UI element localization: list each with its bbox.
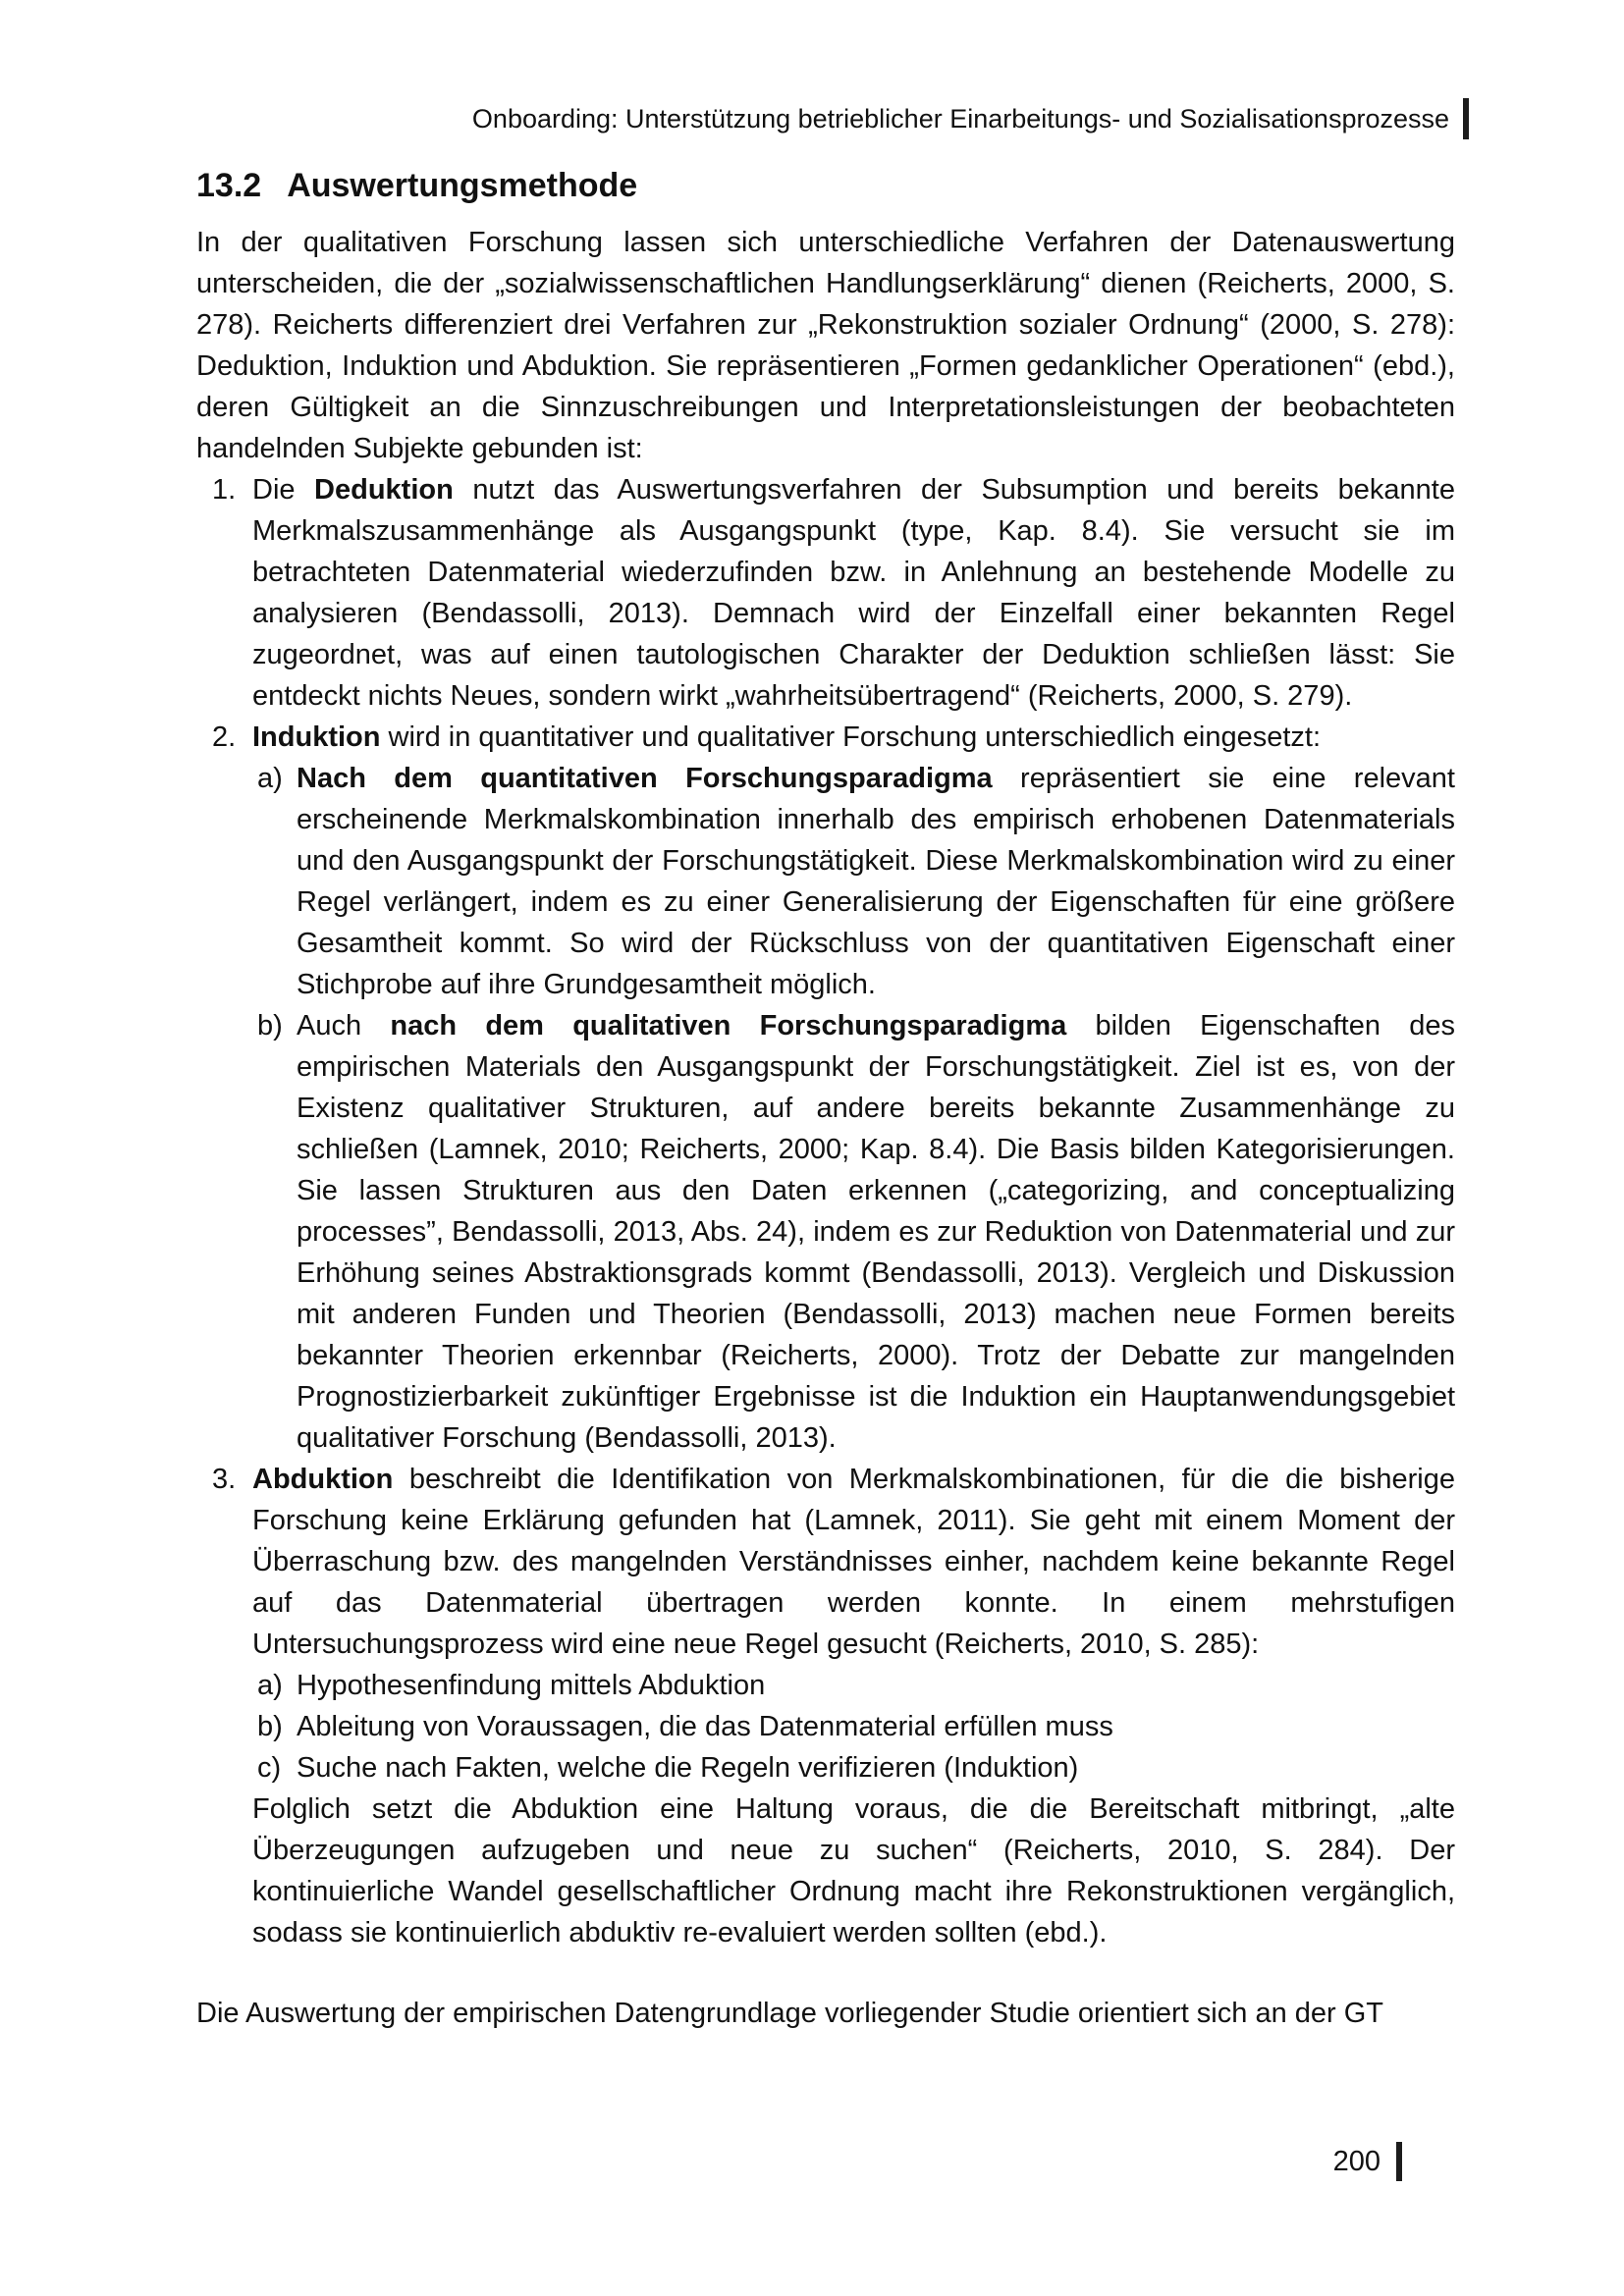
list-item-text: Hypothesenfindung mittels Abduktion [297, 1670, 766, 1701]
intro-paragraph: In der qualitativen Forschung lassen sich unterschiedliche Verfahren der Datenauswertung unterscheiden, die der „sozialwissenschaftlichen Handlungserklärung“ dienen (Reicherts, 2000, S. 278). Reicherts differenziert drei Verfahren zur „Rekonstruktion sozialer Ordnung“ (2000, S. 278): Deduktion, Induktion und Abduktion. Sie repräsentieren „Formen gedanklicher Operationen“ (ebd.), deren Gültigkeit an die Sinnzuschreibungen und Interpretationsleistungen der beobachteten handelnden Subjekte gebunden ist: [196, 227, 1455, 464]
text-run: wird in quantitativer und qualitativer Forschung unterschiedlich eingesetzt: [380, 721, 1322, 753]
list-item-text [252, 469, 1455, 717]
bold-term-qualitativ: nach dem qualitativen Forschungsparadigma [390, 1010, 1067, 1041]
header-divider-bar [1463, 98, 1469, 139]
bold-term-quantitativ: Nach dem quantitativen Forschungsparadigma [297, 763, 993, 794]
text-run: repräsentiert sie eine relevant erscheinende Merkmalskombination innerhalb des empirisch erhobenen Datenmaterials und den Ausgangspunkt der Forschungstätigkeit. Diese Merkmalskombination wird zu einer Regel verlängert, indem es zu einer Generalisierung der Eigenschaften für eine größere Gesamtheit kommt. So wird der Rückschluss von der quantitativen Eigenschaft einer Stichprobe auf ihre Grundgesamtheit möglich. [297, 763, 1455, 1000]
list-item-induktion [196, 717, 1455, 758]
page-footer [1333, 2142, 1402, 2181]
list-marker-3b: b) [257, 1711, 283, 1742]
list-item-text [252, 717, 1455, 758]
list-item-text [297, 758, 1455, 1005]
list-marker-3: 3. [212, 1464, 237, 1495]
closing-paragraph: Die Auswertung der empirischen Datengrundlage vorliegender Studie orientiert sich an der GT [196, 1998, 1383, 2029]
text-run: beschreibt die Identifikation von Merkmalskombinationen, für die die bisherige Forschung keine Erklärung gefunden hat (Lamnek, 2011). Sie geht mit einem Moment der Überraschung bzw. des mangelnden Verständnisses einher, nachdem keine bekannte Regel auf das Datenmaterial übertragen werden konnte. In einem mehrstufigen Untersuchungsprozess wird eine neue Regel gesucht (Reicherts, 2010, S. 285): [252, 1464, 1455, 1660]
text-run: Die [252, 474, 315, 506]
list-marker-2a: a) [257, 763, 283, 794]
bold-term-deduktion: Deduktion [314, 474, 454, 506]
list-item-text: Suche nach Fakten, welche die Regeln verifizieren (Induktion) [297, 1752, 1079, 1784]
sub-item-hypothesenfindung [196, 1665, 1455, 1706]
list-marker-3a: a) [257, 1670, 283, 1701]
sub-item-suche-nach-fakten [196, 1747, 1455, 1789]
text-run: Auch [297, 1010, 391, 1041]
abduktion-continuation-paragraph: Folglich setzt die Abduktion eine Haltung voraus, die die Bereitschaft mitbringt, „alte Überzeugungen aufzugeben und neue zu suchen“ (Reicherts, 2010, S. 284). Der kontinuierliche Wandel gesellschaftlicher Ordnung macht ihre Rekonstruktionen vergänglich, sodass sie kontinuierlich abduktiv re-evaluiert werden sollten (ebd.). [252, 1793, 1455, 1949]
running-header-title: Onboarding: Unterstützung betrieblicher Einarbeitungs- und Sozialisationsprozesse [471, 104, 1449, 133]
list-item-text [252, 1459, 1455, 1665]
bold-term-induktion: Induktion [252, 721, 381, 753]
list-marker-1: 1. [212, 474, 237, 506]
page-number: 200 [1332, 2146, 1380, 2177]
section-heading [196, 163, 1455, 208]
page-content [196, 163, 1455, 2034]
list-item-abduktion [196, 1459, 1455, 1665]
running-header [196, 98, 1469, 139]
sub-item-ableitung [196, 1706, 1455, 1747]
section-number: 13.2 [196, 167, 262, 204]
text-run: bilden Eigenschaften des empirischen Materials den Ausgangspunkt der Forschungstätigkeit. Ziel ist es, von der Existenz qualitativer Strukturen, auf andere bereits bekannte Zusammenhänge zu schließen (Lamnek, 2010; Reicherts, 2000; Kap. 8.4). Die Basis bilden Kategorisierungen. Sie lassen Strukturen aus den Daten erkennen („categorizing, and conceptualizing processes”, Bendassolli, 2013, Abs. 24), indem es zur Reduktion von Datenmaterial und zur Erhöhung seines Abstraktionsgrads kommt (Bendassolli, 2013). Vergleich und Diskussion mit anderen Funden und Theorien (Bendassolli, 2013) machen neue Formen bereits bekannter Theorien erkennbar (Reicherts, 2000). Trotz der Debatte zur mangelnden Prognostizierbarkeit zukünftiger Ergebnisse ist die Induktion ein Hauptanwendungsgebiet qualitativer Forschung (Bendassolli, 2013). [297, 1010, 1455, 1454]
text-run: nutzt das Auswertungsverfahren der Subsumption und bereits bekannte Merkmalszusammenhänge als Ausgangspunkt (type, Kap. 8.4). Sie versucht sie im betrachteten Datenmaterial wiederzufinden bzw. in Anlehnung an bestehende Modelle zu analysieren (Bendassolli, 2013). Demnach wird der Einzelfall einer bekannten Regel zugeordnet, was auf einen tautologischen Charakter der Deduktion schließen lässt: Sie entdeckt nichts Neues, sondern wirkt „wahrheitsübertragend“ (Reicherts, 2000, S. 279). [252, 474, 1455, 712]
list-item-text: Ableitung von Voraussagen, die das Datenmaterial erfüllen muss [297, 1711, 1113, 1742]
list-item-deduktion [196, 469, 1455, 717]
footer-divider-bar [1396, 2142, 1402, 2181]
list-marker-3c: c) [257, 1752, 282, 1784]
sub-item-quantitatives-paradigma [196, 758, 1455, 1005]
list-item-text [297, 1005, 1455, 1459]
list-marker-2b: b) [257, 1010, 283, 1041]
sub-item-qualitatives-paradigma [196, 1005, 1455, 1459]
list-marker-2: 2. [212, 721, 237, 753]
section-title: Auswertungsmethode [287, 167, 638, 204]
bold-term-abduktion: Abduktion [252, 1464, 394, 1495]
